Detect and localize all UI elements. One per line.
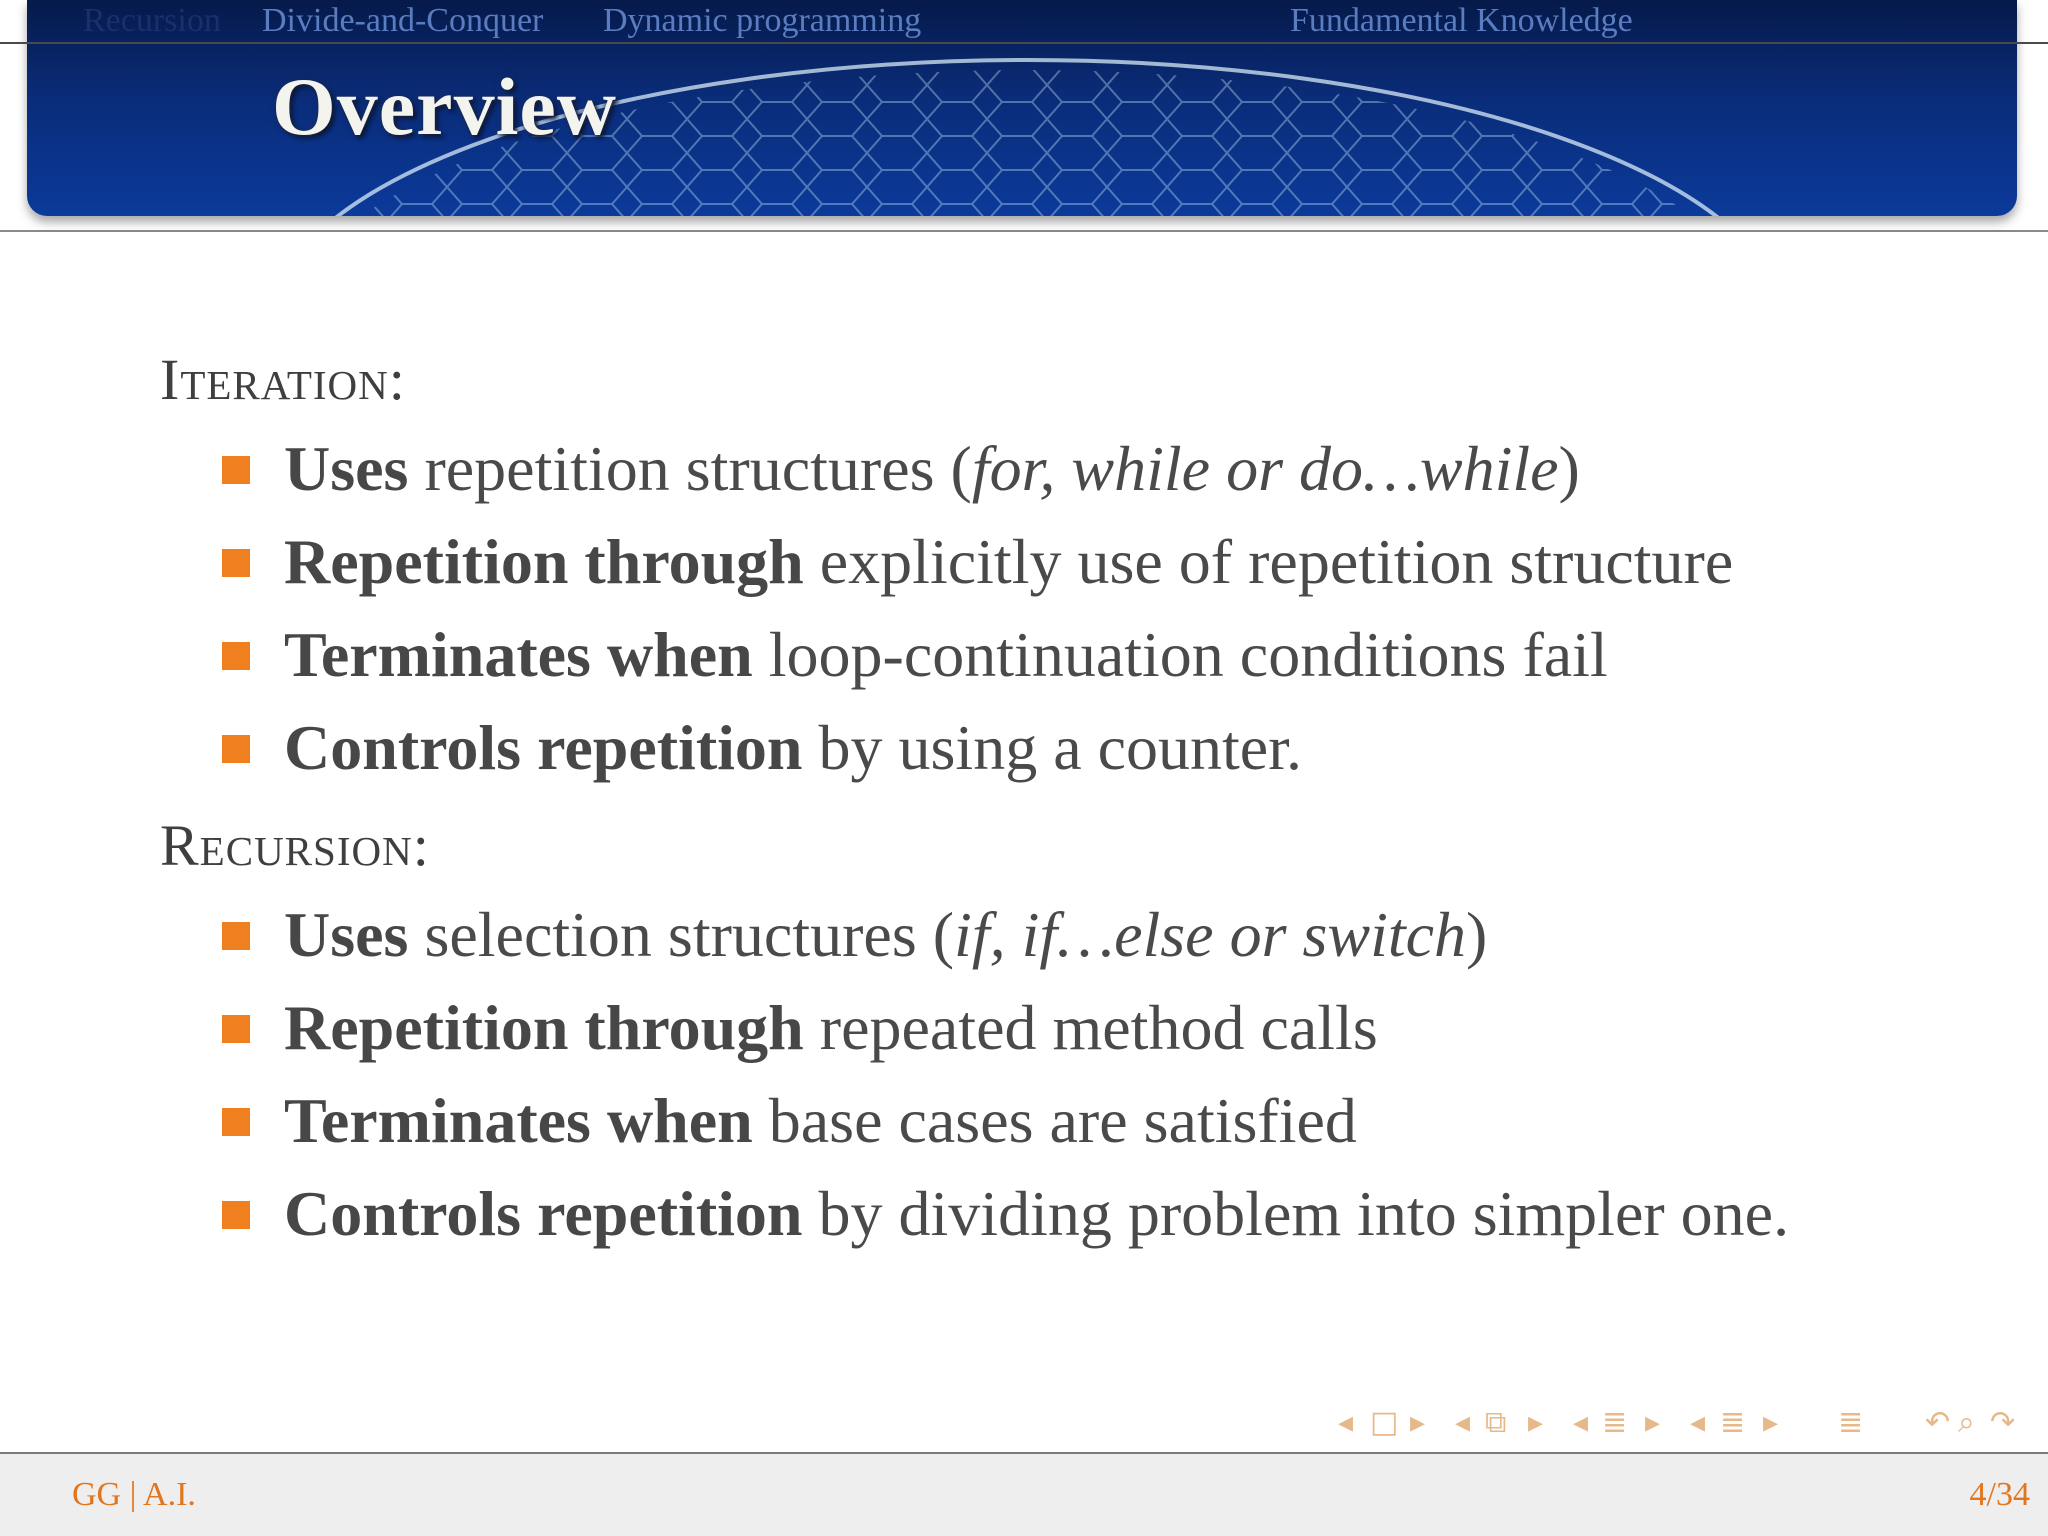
- list-item: Repetition through repeated method calls: [222, 991, 1378, 1065]
- arrow-right-icon[interactable]: ▸: [1410, 1405, 1426, 1440]
- section-navigation: [0, 0, 2048, 44]
- redo-icon[interactable]: ↷: [1990, 1405, 2016, 1440]
- arrow-right-icon[interactable]: ▸: [1763, 1405, 1779, 1440]
- subsection-icon[interactable]: ⧉: [1485, 1405, 1507, 1440]
- list-item: Terminates when base cases are satisfied: [222, 1084, 1357, 1158]
- list-item: Uses repetition structures (for, while or do…while): [222, 432, 1580, 506]
- page-number: 4/34: [1969, 1476, 2030, 1513]
- beamer-navigation: [1330, 1405, 2030, 1445]
- nav-section-divide-and-conquer[interactable]: Divide-and-Conquer: [262, 2, 544, 39]
- list-item: Repetition through explicitly use of repetition structure: [222, 525, 1733, 599]
- nav-section-recursion[interactable]: Recursion: [83, 2, 221, 39]
- list-item: Uses selection structures (if, if…else or switch): [222, 898, 1487, 972]
- arrow-right-icon[interactable]: ▸: [1645, 1405, 1661, 1440]
- header-divider: [0, 230, 2048, 232]
- bullet-square-icon: [222, 735, 250, 763]
- nav-subsection[interactable]: Fundamental Knowledge: [1290, 2, 1633, 39]
- list-item: Terminates when loop-continuation conditions fail: [222, 618, 1608, 692]
- arrow-left-icon[interactable]: ◂: [1338, 1405, 1354, 1440]
- bullet-square-icon: [222, 642, 250, 670]
- nav-section-dynamic-programming[interactable]: Dynamic programming: [603, 2, 922, 39]
- list-item: Controls repetition by using a counter.: [222, 711, 1302, 785]
- footer: [0, 1454, 2048, 1536]
- arrow-left-icon[interactable]: ◂: [1573, 1405, 1589, 1440]
- list-item: Controls repetition by dividing problem into simpler one.: [222, 1177, 1789, 1251]
- toc-icon[interactable]: ≣: [1838, 1405, 1864, 1440]
- arrow-left-icon[interactable]: ◂: [1455, 1405, 1471, 1440]
- footer-author: GG | A.I.: [72, 1476, 196, 1513]
- arrow-right-icon[interactable]: ▸: [1528, 1405, 1544, 1440]
- bullet-square-icon: [222, 549, 250, 577]
- arrow-left-icon[interactable]: ◂: [1690, 1405, 1706, 1440]
- bullet-square-icon: [222, 922, 250, 950]
- bullet-square-icon: [222, 1108, 250, 1136]
- slide-title: Overview: [272, 61, 617, 152]
- bullet-square-icon: [222, 1015, 250, 1043]
- iteration-heading: Iteration:: [160, 347, 406, 412]
- subsection-list-icon[interactable]: ≣: [1720, 1405, 1746, 1440]
- frame-icon[interactable]: □: [1370, 1405, 1399, 1440]
- undo-icon[interactable]: ↶: [1925, 1405, 1951, 1440]
- search-icon[interactable]: ⌕: [1958, 1405, 1975, 1440]
- bullet-square-icon: [222, 1201, 250, 1229]
- recursion-heading: Recursion:: [160, 813, 430, 878]
- section-icon[interactable]: ≣: [1602, 1405, 1628, 1440]
- bullet-square-icon: [222, 456, 250, 484]
